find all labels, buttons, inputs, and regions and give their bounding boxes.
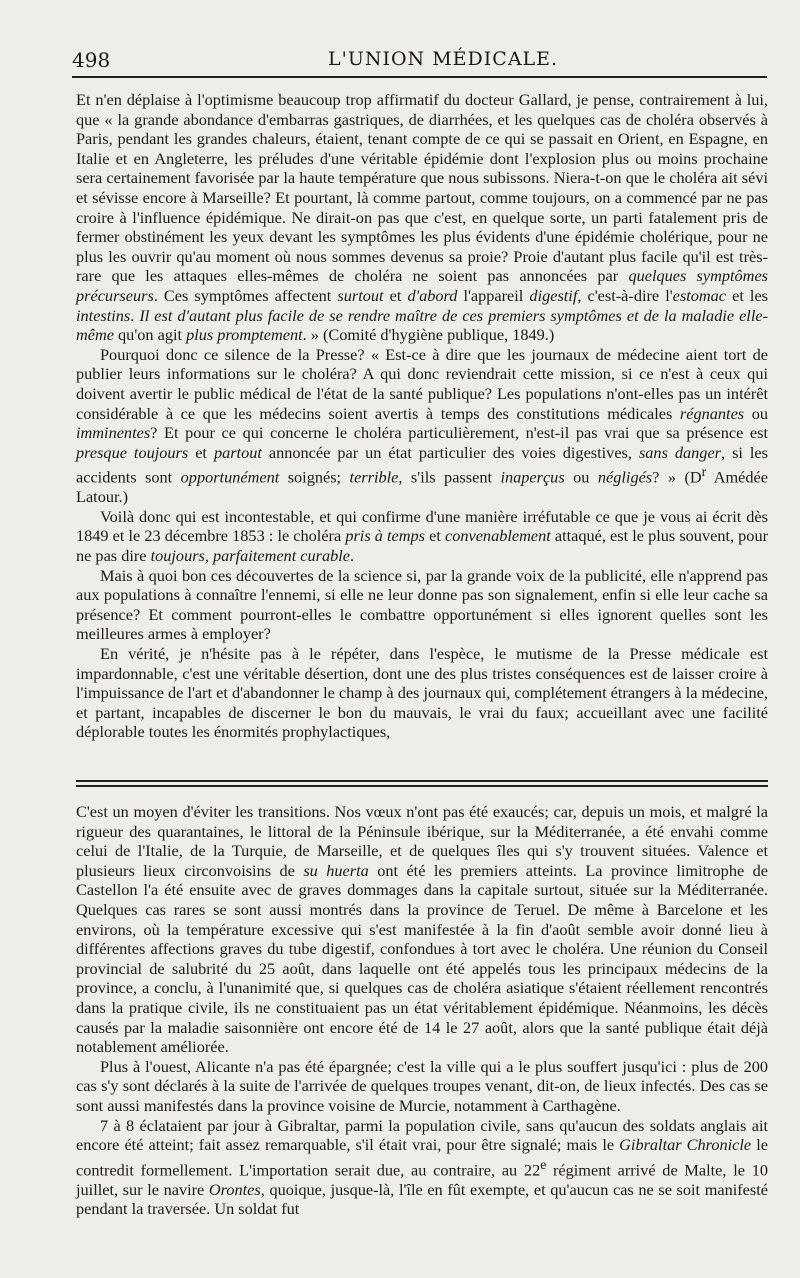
paragraph: Plus à l'ouest, Alicante n'a pas été épargnée; c'est la ville qui a le plus souffert jusqu'ici : plus de 200 cas s'y sont déclarés à la suite de l'arrivée de quelques troupes venant, dit-on, de lieux infectés. Des cas se sont aussi manifestés dans la province voisine de Murcie, notamment à Carthagène. — [76, 1056, 768, 1115]
separator-rule — [76, 785, 768, 787]
running-title: L'UNION MÉDICALE. — [328, 48, 559, 70]
paragraph: Mais à quoi bon ces découvertes de la science si, par la grande voix de la publicité, elle n'apprend pas aux populations à connaître l'ennemi, si elle ne leur donne pas son signalement, enfin si elle leur cache sa présence? Et comment pourront-elles le combattre opportunément si elles ignorent quelles sont les meilleures armes à employer? — [76, 565, 768, 644]
header-rule — [72, 76, 767, 78]
page-header — [72, 48, 767, 78]
separator-rule — [76, 780, 768, 782]
paragraph: Et n'en déplaise à l'optimisme beaucoup trop affirmatif du docteur Gallard, je pense, contrairement à lui, que « la grande abondance d'embarras gastriques, de diarrhées, et les quelques cas de choléra observés à Paris, pendant les grandes chaleurs, étaient, tenant compte de ce qui se passait en Orient, en Espagne, en Italie et en Angleterre, les préludes d'une véritable épidémie dont l'explosion plus ou moins prochaine sera certainement favorisée par la haute température que nous subissons. Niera-t-on que le choléra ait sévi et sévisse encore à Marseille? Et pourtant, là comme partout, comme toujours, on a commencé par ne pas croire à l'influence épidémique. Ne dirait-on pas que c'est, en quelque sorte, un parti fatalement pris de fermer obstinément les yeux devant les symptômes les plus évidents d'une épidémie cholérique, pour ne plus les ouvrir qu'au moment où nous sommes devenus sa proie? Proie d'autant plus facile qu'il est très-rare que les attaques elles-mêmes de choléra ne soient pas annoncées par quelques symptômes précurseurs. Ces symptômes affectent surtout et d'abord l'appareil digestif, c'est-à-dire l'estomac et les intestins. Il est d'autant plus facile de se rendre maître de ces premiers symptômes et de la maladie elle-même qu'on agit plus promptement. » (Comité d'hygiène publique, 1849.) — [76, 90, 769, 345]
feuilleton-text — [76, 802, 768, 1219]
page-number: 498 — [72, 48, 111, 72]
paragraph: En vérité, je n'hésite pas à le répéter, dans l'espèce, le mutisme de la Presse médicale est impardonnable, c'est une véritable désertion, dont une des plus tristes conséquences est de laisser croire à l'impuissance de l'art et d'abandonner le champ à des journaux qui, complétement étrangers à la médecine, et partant, incapables de discerner le bon du mauvais, le vrai du faux; accueillant avec une facilité déplorable toutes les énormités prophylactiques, — [76, 644, 768, 742]
paragraph: Voilà donc qui est incontestable, et qui confirme d'une manière irréfutable ce que je vous ai écrit dès 1849 et le 23 décembre 1853 : le choléra pris à temps et convenablement attaqué, est le plus souvent, pour ne pas dire toujours, parfaitement curable. — [76, 506, 769, 566]
main-text — [76, 90, 768, 742]
paragraph: 7 à 8 éclataient par jour à Gibraltar, parmi la population civile, sans qu'aucun des soldats anglais ait encore été atteint; fait assez remarquable, s'il était vrai, pour être signalé; mais le Gibraltar Chronicle le contredit formellement. L'importation serait due, au contraire, au 22e régiment arrivé de Malte, le 10 juillet, sur le navire Orontes, quoique, jusque-là, l'île en fût exempte, et qu'aucun cas ne se soit manifesté pendant la traversée. Un soldat fut — [76, 1115, 768, 1219]
paragraph: Pourquoi donc ce silence de la Presse? « Est-ce à dire que les journaux de médecine aient tort de publier leurs informations sur le choléra? A qui donc reviendrait cette mission, si ce n'est à ceux qui doivent avertir le public médical de l'état de la santé publique? Les populations n'ont-elles pas un intérêt considérable à ce que les médecins soient avertis à temps des constitutions médicales régnantes ou imminentes? Et pour ce qui concerne le choléra particulièrement, n'est-il pas vrai que sa présence est presque toujours et partout annoncée par un état particulier des voies digestives, sans danger, si les accidents sont opportunément soignés; terrible, s'ils passent inaperçus ou négligés? » ($D^r$ Amédée Latour.) — [76, 344, 768, 507]
paragraph: C'est un moyen d'éviter les transitions. Nos vœux n'ont pas été exaucés; car, depuis un mois, et malgré la rigueur des quarantaines, le littoral de la Péninsule ibérique, sur la Méditerranée, a été envahi comme celui de l'Italie, de la Turquie, de Marseille, et de quelques îles qui s'y trouvent situées. Valence et plusieurs lieux circonvoisins de su huerta ont été les premiers atteints. La province limitrophe de Castellon l'a été ensuite avec de graves dommages dans la capitale surtout, située sur la Méditerranée. Quelques cas rares se sont aussi montrés dans la province de Teruel. De même à Barcelone et les environs, où la température excessive qui s'est manifestée à la fin d'août semble avoir donné lieu à différentes affections graves du tube digestif, confondues à tort avec le choléra. Une réunion du Conseil provincial de salubrité du 25 août, dans laquelle ont été appelés tous les principaux médecins de la province, a conclu, à l'unanimité que, si quelques cas de choléra asiatique s'étaient réellement rencontrés dans la pratique civile, ils ne constituaient pas un état véritablement épidémique. Néanmoins, les décès causés par la maladie saisonnière ont encore été de 14 le 27 août, alors que la santé publique était déjà notablement améliorée. — [76, 802, 768, 1057]
